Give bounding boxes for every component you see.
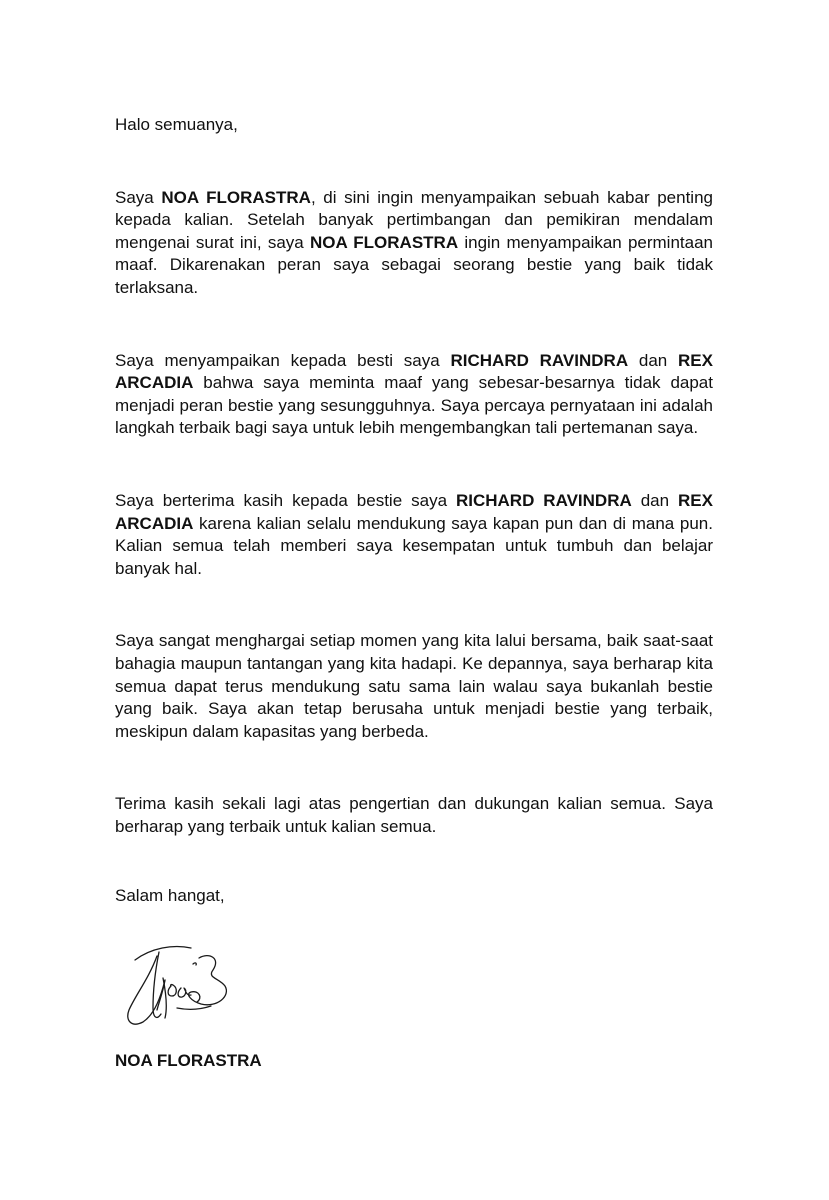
name-richard-ravindra: RICHARD RAVINDRA bbox=[450, 350, 629, 370]
name-noa-florastra: NOA FLORASTRA bbox=[161, 187, 311, 207]
paragraph-text: Saya bbox=[115, 187, 162, 207]
paragraph-appreciation bbox=[115, 630, 713, 743]
paragraph-apology-to-friends bbox=[115, 350, 713, 440]
paragraph-text: dan bbox=[628, 350, 679, 370]
paragraph-text: Saya menyampaikan kepada besti saya bbox=[115, 350, 451, 370]
name-richard-ravindra: RICHARD RAVINDRA bbox=[455, 490, 632, 510]
name-rex-arcadia: REX ARCADIA bbox=[115, 490, 713, 533]
closing-salutation: Salam hangat, bbox=[115, 886, 225, 906]
paragraph-text: Saya berterima kasih kepada bestie saya bbox=[115, 490, 456, 510]
paragraph-text: karena kalian selalu mendukung saya kapan pun dan di mana pun. Kalian semua telah memberi saya kesempatan untuk tumbuh dan belajar banyak hal. bbox=[115, 513, 713, 578]
paragraph-apology-intro bbox=[115, 187, 713, 300]
paragraph-thanks bbox=[115, 490, 713, 580]
name-rex-arcadia: REX ARCADIA bbox=[115, 350, 713, 393]
signer-name: NOA FLORASTRA bbox=[115, 1051, 262, 1071]
paragraph-text: Saya sangat menghargai setiap momen yang kita lalui bersama, baik saat-saat bahagia maupun tantangan yang kita hadapi. Ke depannya, saya berharap kita semua dapat terus mendukung satu sama lain walau saya bukanlah bestie yang baik. Saya akan tetap berusaha untuk menjadi bestie yang terbaik, meskipun dalam kapasitas yang berbeda. bbox=[115, 631, 713, 741]
paragraph-text: dan bbox=[631, 490, 679, 510]
paragraph-text: Terima kasih sekali lagi atas pengertian dan dukungan kalian semua. Saya berharap yang terbaik untuk kalian semua. bbox=[115, 794, 713, 836]
greeting: Halo semuanya, bbox=[115, 115, 238, 134]
paragraph-text: bahwa saya meminta maaf yang sebesar-besarnya tidak dapat menjadi peran bestie yang sesungguhnya. Saya percaya pernyataan ini adalah langkah terbaik bagi saya untuk lebih mengembangkan tali pertemanan saya. bbox=[115, 373, 713, 438]
paragraph-text: ingin menyampaikan permintaan maaf. Dikarenakan peran saya sebagai seorang bestie yang baik tidak terlaksana. bbox=[115, 232, 713, 297]
signature-image bbox=[121, 938, 241, 1038]
letter-body bbox=[115, 114, 713, 1073]
name-noa-florastra: NOA FLORASTRA bbox=[309, 232, 459, 252]
paragraph-closing-thanks bbox=[115, 793, 713, 838]
paragraph-text: , di sini ingin menyampaikan sebuah kabar penting kepada kalian. Setelah banyak pertimbangan dan pemikiran mendalam mengenai surat ini, saya bbox=[115, 187, 713, 252]
